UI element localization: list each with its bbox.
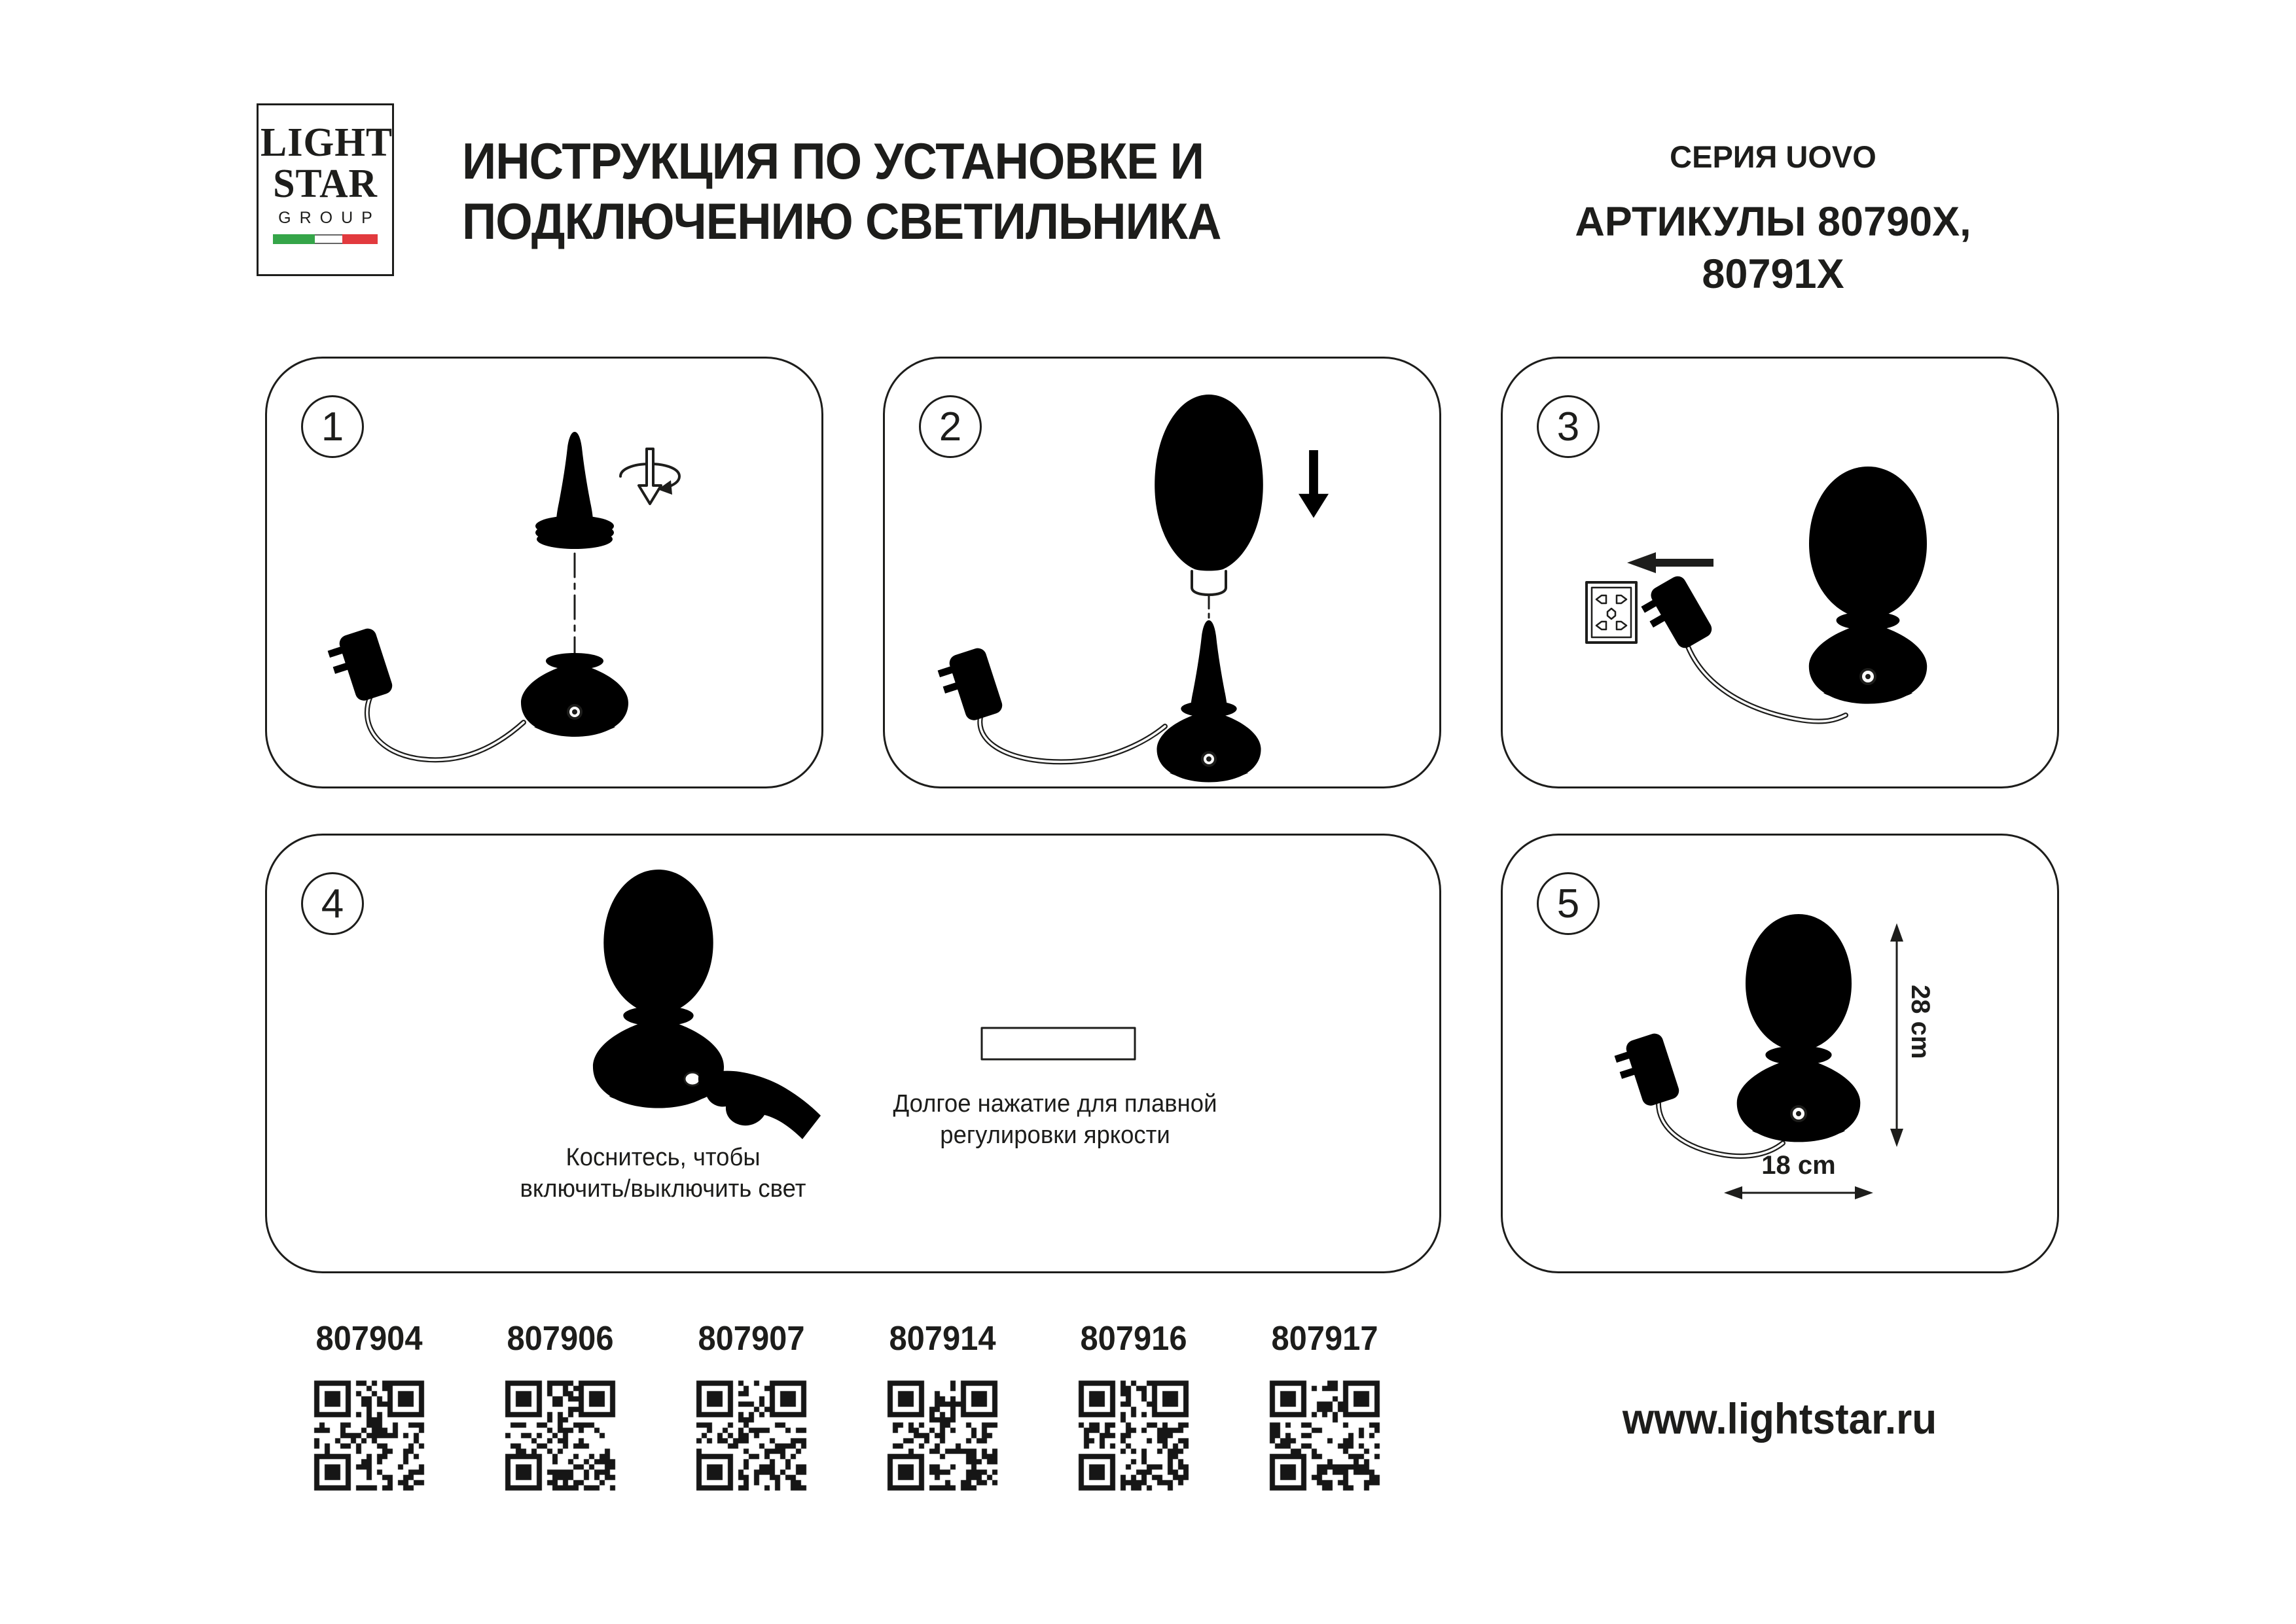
- step-2-drawing: [885, 359, 1439, 786]
- logo-word-star: STAR: [273, 162, 378, 206]
- series-name: СЕРИЯ UOVO: [1670, 139, 1876, 174]
- touch-caption-line2: включить/выключить свет: [520, 1175, 806, 1203]
- article-code: 807904: [315, 1320, 423, 1358]
- article-column: [1071, 1319, 1196, 1494]
- article-code: 807907: [698, 1320, 805, 1358]
- glass-shade-drawing: [1155, 395, 1263, 571]
- long-press-caption: [867, 1088, 1244, 1151]
- left-arrow-icon: [1627, 552, 1713, 573]
- qr-code: [884, 1377, 1001, 1494]
- step-1-panel: [265, 357, 823, 788]
- touch-caption: [475, 1142, 852, 1205]
- height-dimension-arrow: [1890, 923, 1903, 1147]
- touch-hand-icon: [698, 1071, 821, 1139]
- article-code: 807906: [507, 1320, 614, 1358]
- touch-button: [685, 1072, 700, 1086]
- step-4-number: 4: [321, 881, 344, 927]
- step-2-panel: [883, 357, 1441, 788]
- page-title-line1: ИНСТРУКЦИЯ ПО УСТАНОВКЕ И: [462, 132, 1204, 190]
- step-1-number: 1: [321, 404, 344, 450]
- page-title-line2: ПОДКЛЮЧЕНИЮ СВЕТИЛЬНИКА: [462, 192, 1221, 250]
- long-press-bar: [982, 1028, 1135, 1059]
- step-3-drawing: [1503, 359, 2057, 786]
- article-column: [689, 1319, 814, 1494]
- lamp-base-drawing: [1737, 1046, 1861, 1142]
- lightstar-logo: [257, 103, 394, 276]
- led-stem-drawing: [556, 432, 593, 525]
- qr-code: [310, 1377, 428, 1494]
- logo-word-group: GROUP: [278, 209, 381, 227]
- articles-title-line2: 80791X: [1702, 251, 1844, 297]
- long-press-caption-line1: Долгое нажатие для плавной: [893, 1090, 1217, 1118]
- step-5-number: 5: [1556, 881, 1580, 927]
- logo-word-light: LIGHT: [260, 120, 393, 165]
- article-column: [1263, 1319, 1387, 1494]
- article-column: [307, 1319, 431, 1494]
- step-4-panel: [265, 834, 1441, 1273]
- flag-red: [342, 234, 378, 244]
- glass-shade-drawing: [603, 870, 713, 1013]
- power-adapter-icon: [1611, 1031, 1681, 1112]
- screw-down-rotation-icon: [620, 449, 679, 504]
- italian-flag-stripe: [273, 234, 378, 244]
- down-arrow-icon: [1299, 450, 1329, 518]
- power-adapter-icon: [935, 646, 1004, 726]
- step-5-drawing: [1503, 836, 2057, 1271]
- lamp-base-drawing: [1809, 612, 1927, 704]
- step-3-number: 3: [1556, 404, 1580, 450]
- article-column: [880, 1319, 1005, 1494]
- width-dimension-arrow: [1724, 1186, 1873, 1199]
- lamp-base-drawing: [521, 653, 628, 737]
- long-press-caption-line2: регулировки яркости: [940, 1121, 1170, 1149]
- glass-shade-drawing: [1809, 467, 1927, 617]
- height-label: 28 cm: [1906, 985, 1935, 1059]
- series-header: [1508, 139, 2038, 300]
- step-2-number: 2: [939, 404, 962, 450]
- glass-shade-drawing: [1746, 914, 1852, 1050]
- qr-code: [1266, 1377, 1384, 1494]
- power-adapter-icon: [1633, 569, 1718, 662]
- article-code: 807914: [889, 1320, 996, 1358]
- led-stem-drawing: [1191, 620, 1227, 714]
- article-code: 807916: [1080, 1320, 1187, 1358]
- qr-code: [501, 1377, 619, 1494]
- article-column: [498, 1319, 622, 1494]
- article-code: 807917: [1271, 1320, 1378, 1358]
- step-3-panel: [1501, 357, 2059, 788]
- wall-socket-icon: [1587, 582, 1636, 643]
- step-5-panel: [1501, 834, 2059, 1273]
- qr-code: [1075, 1377, 1193, 1494]
- width-label: 18 cm: [1761, 1151, 1836, 1180]
- page-title: [462, 131, 1221, 251]
- power-cord: [980, 717, 1165, 762]
- flag-green: [273, 234, 315, 244]
- qr-code: [692, 1377, 810, 1494]
- touch-caption-line1: Коснитесь, чтобы: [565, 1144, 761, 1171]
- flag-white: [315, 234, 342, 244]
- step-1-drawing: [267, 359, 821, 786]
- website-url: www.lightstar.ru: [1622, 1394, 1937, 1443]
- power-adapter-icon: [325, 626, 394, 707]
- shade-neck-drawing: [1192, 571, 1226, 595]
- articles-title-line1: АРТИКУЛЫ 80790X,: [1575, 199, 1971, 245]
- step-4-drawing: [267, 836, 1439, 1271]
